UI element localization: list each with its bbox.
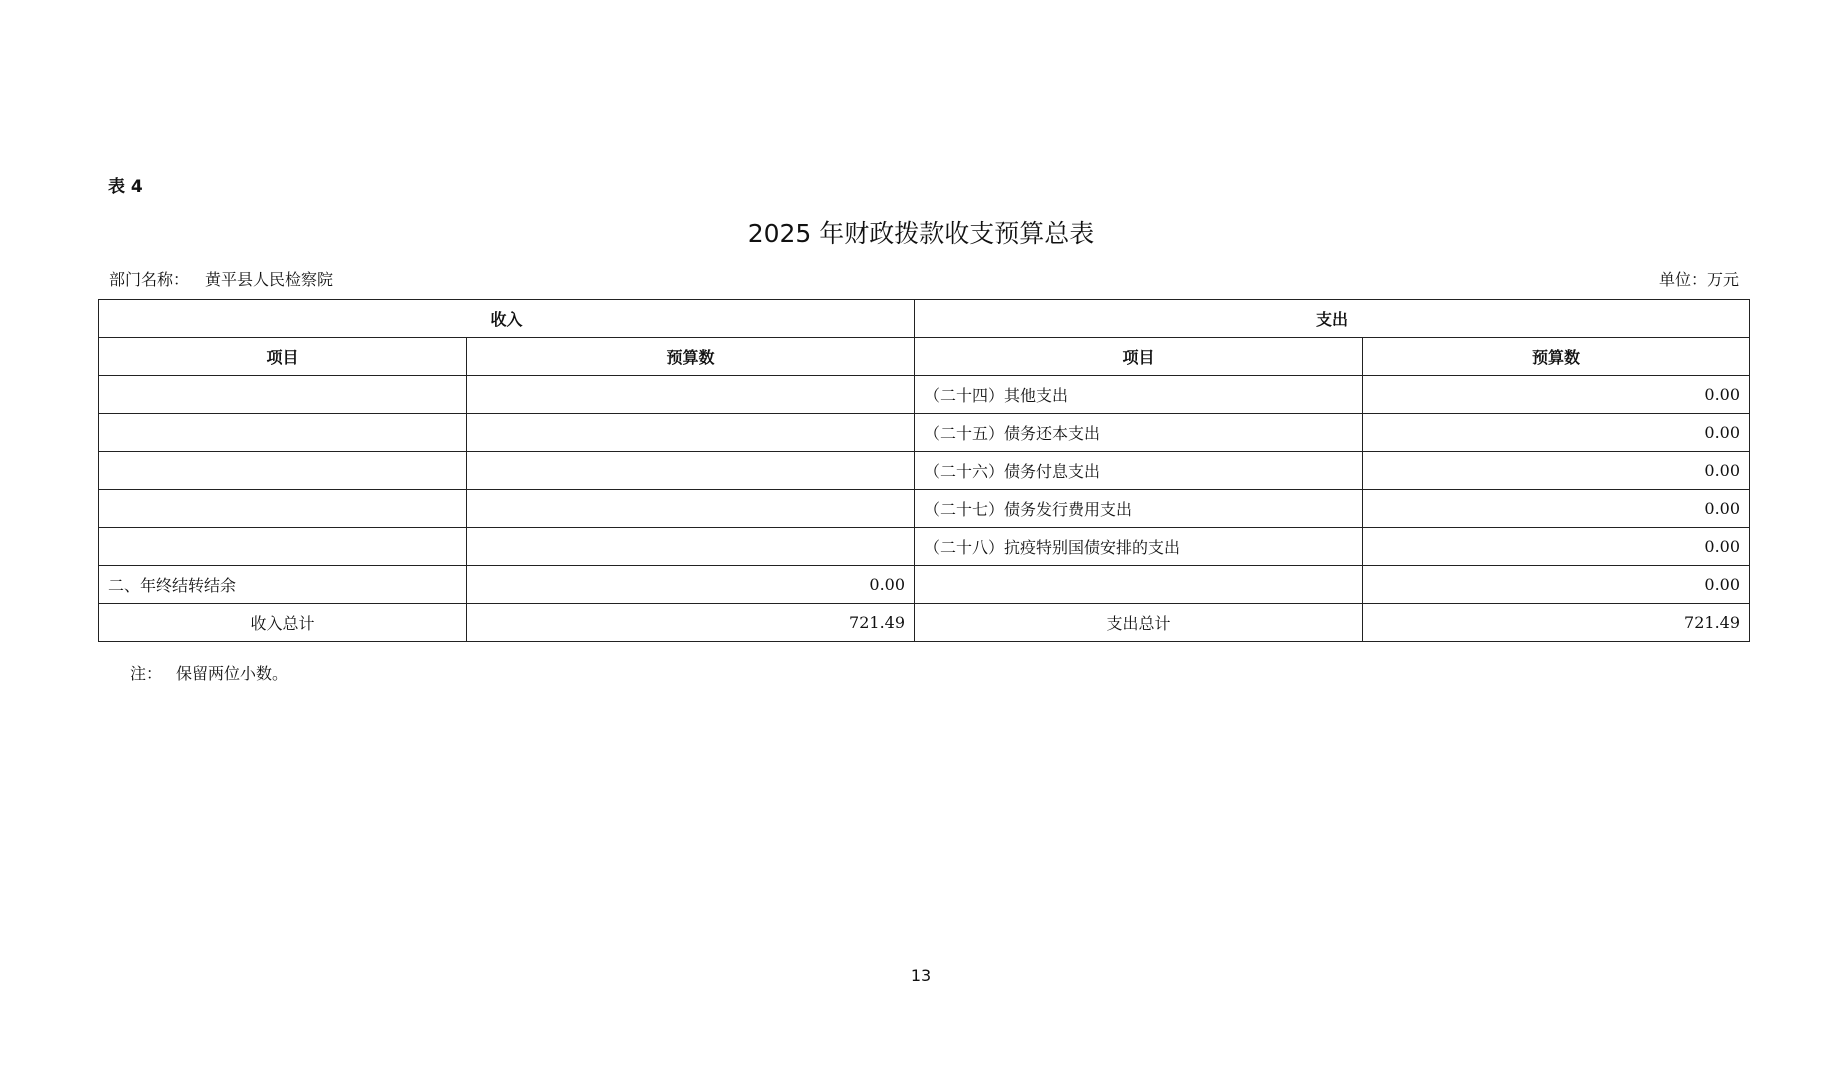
table-row [99, 376, 1750, 414]
income-amount-cell: 0.00 [467, 566, 915, 604]
income-item-cell: 二、年终结转结余 [99, 566, 467, 604]
expense-amount-cell: 0.00 [1363, 528, 1750, 566]
table-row [99, 528, 1750, 566]
budget-table [98, 299, 1750, 642]
expense-total-label: 支出总计 [915, 604, 1363, 642]
department-name: 黄平县人民检察院 [205, 270, 334, 289]
department-info [109, 267, 333, 290]
expense-item-header: 项目 [915, 338, 1363, 376]
table-row [99, 566, 1750, 604]
expense-item-cell [915, 566, 1363, 604]
income-amount-cell [467, 452, 915, 490]
income-item-cell [99, 376, 467, 414]
expense-amount-cell: 0.00 [1363, 452, 1750, 490]
income-amount-cell [467, 414, 915, 452]
expense-item-cell: （二十五）债务还本支出 [915, 414, 1363, 452]
income-amount-cell [467, 376, 915, 414]
expense-amount-cell: 0.00 [1363, 414, 1750, 452]
expense-amount-cell: 0.00 [1363, 490, 1750, 528]
group-header-row [99, 300, 1750, 338]
income-amount-header: 预算数 [467, 338, 915, 376]
table-row [99, 490, 1750, 528]
income-item-cell [99, 452, 467, 490]
sub-header-row [99, 338, 1750, 376]
income-total-label: 收入总计 [99, 604, 467, 642]
expense-amount-header: 预算数 [1363, 338, 1750, 376]
table-row [99, 452, 1750, 490]
table-number: 表 4 [108, 177, 143, 197]
expense-item-cell: （二十四）其他支出 [915, 376, 1363, 414]
expense-item-cell: （二十八）抗疫特别国债安排的支出 [915, 528, 1363, 566]
expense-amount-cell: 0.00 [1363, 376, 1750, 414]
income-item-cell [99, 490, 467, 528]
income-item-header: 项目 [99, 338, 467, 376]
expense-group-header: 支出 [915, 300, 1750, 338]
page-title: 2025 年财政拨款收支预算总表 [747, 219, 1095, 248]
department-row [109, 267, 1739, 290]
page-number: 13 [910, 966, 932, 985]
income-amount-cell [467, 528, 915, 566]
expense-total-amount: 721.49 [1363, 604, 1750, 642]
footnote-text: 保留两位小数。 [176, 664, 289, 683]
expense-item-cell: （二十七）债务发行费用支出 [915, 490, 1363, 528]
footnote [130, 661, 288, 684]
table-row [99, 414, 1750, 452]
totals-row [99, 604, 1750, 642]
income-group-header: 收入 [99, 300, 915, 338]
expense-amount-cell: 0.00 [1363, 566, 1750, 604]
footnote-label: 注： [130, 664, 163, 683]
income-amount-cell [467, 490, 915, 528]
income-total-amount: 721.49 [467, 604, 915, 642]
unit-label: 单位：万元 [1658, 270, 1739, 289]
department-label: 部门名称： [109, 270, 190, 289]
income-item-cell [99, 528, 467, 566]
income-item-cell [99, 414, 467, 452]
expense-item-cell: （二十六）债务付息支出 [915, 452, 1363, 490]
